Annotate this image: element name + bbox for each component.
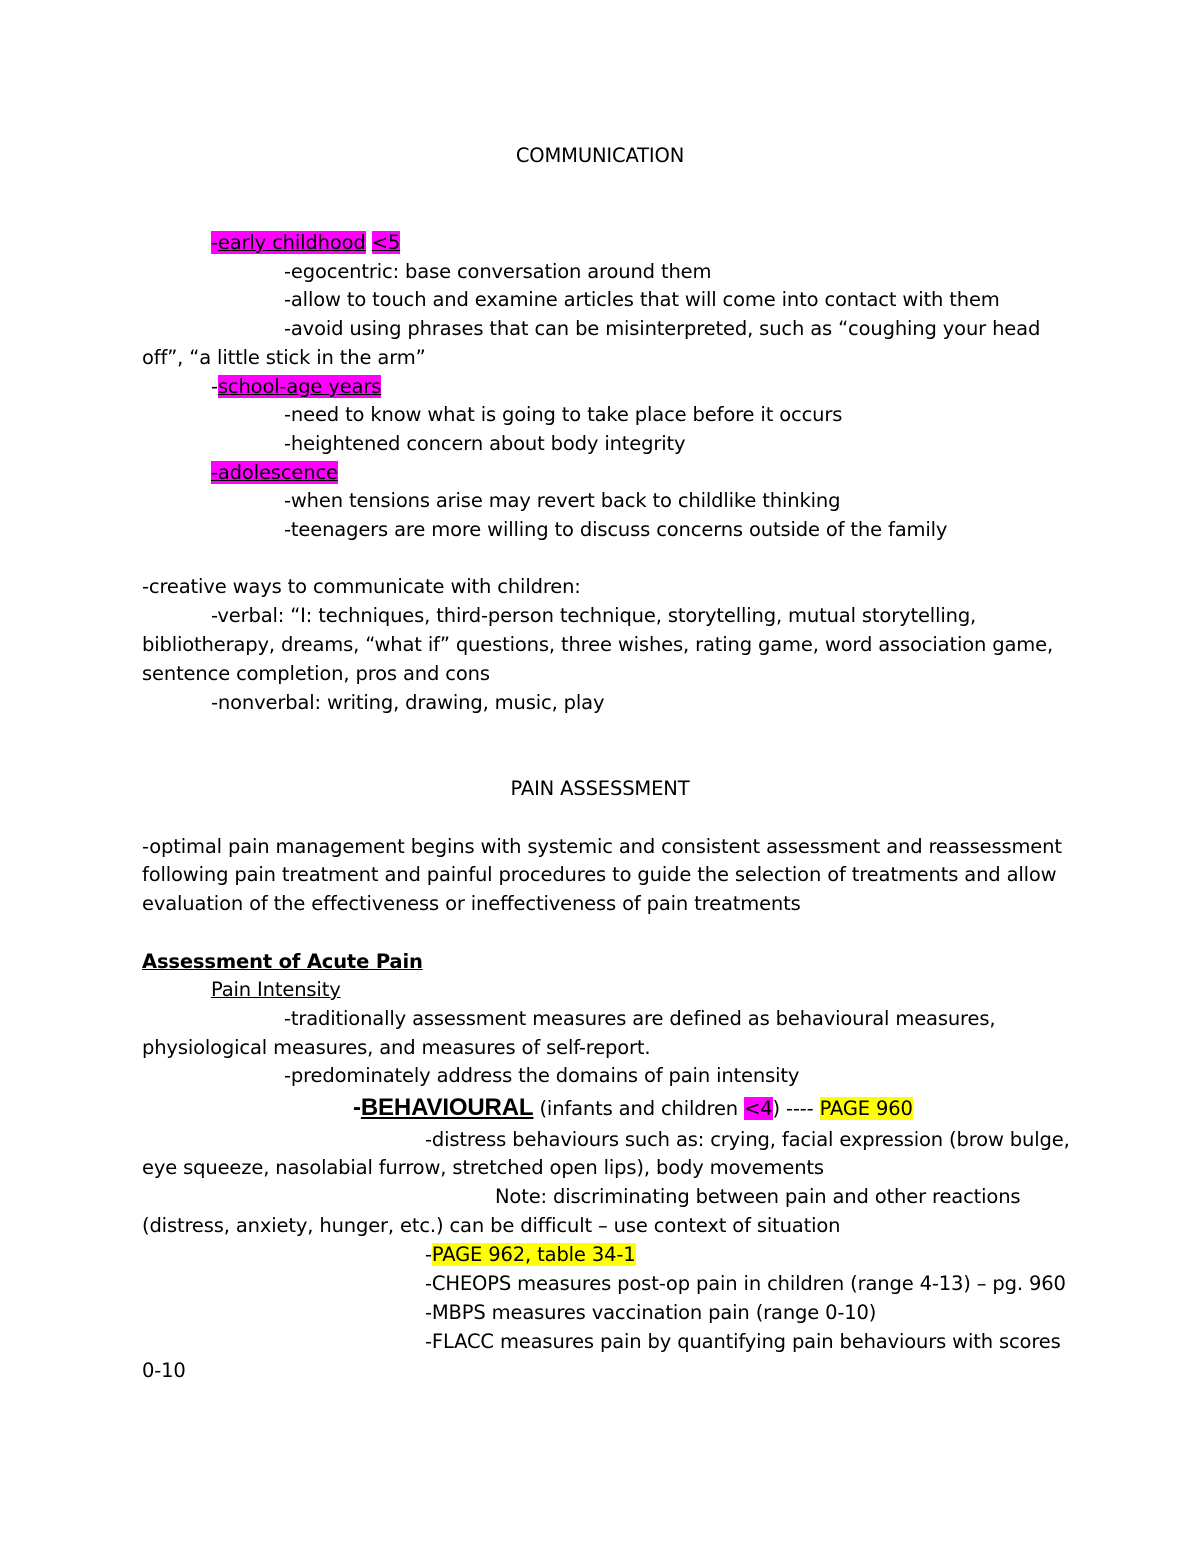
list-item: -egocentric: base conversation around them [284,260,712,283]
school-age-label: school-age years [217,375,382,398]
behavioural-word: BEHAVIOURAL [360,1094,534,1121]
adolescence-label: -adolescence [211,461,338,484]
behavioural-age: <4 [744,1097,773,1120]
behavioural-heading [353,1094,913,1123]
scale-item: -MBPS measures vaccination pain (range 0-10) [425,1301,877,1324]
list-item: -teenagers are more willing to discuss concerns outside of the family [284,518,948,541]
section-heading-pain-assessment: PAIN ASSESSMENT [510,777,690,800]
creative-intro: -creative ways to communicate with children: [142,575,581,598]
subheading-school-age [211,373,381,401]
scale-item: -CHEOPS measures post-op pain in children (range 4-13) – pg. 960 [425,1272,1066,1295]
subheading-early-childhood [211,229,400,257]
school-age-dash: - [211,375,218,398]
behavioural-page-ref: PAGE 960 [819,1097,913,1120]
intro-line: following pain treatment and painful procedures to guide the selection of treatments and allow [142,863,1057,886]
intro-line: evaluation of the effectiveness or ineffectiveness of pain treatments [142,892,801,915]
distress-line: -distress behaviours such as: crying, facial expression (brow bulge, [425,1128,1070,1151]
intensity-line: -predominately address the domains of pain intensity [284,1064,800,1087]
table-ref-dash: - [425,1243,432,1266]
intensity-line: physiological measures, and measures of self-report. [142,1036,651,1059]
list-item-continuation: off”, “a little stick in the arm” [142,346,426,369]
note-line: (distress, anxiety, hunger, etc.) can be difficult – use context of situation [142,1214,841,1237]
behavioural-paren-close: ) ---- [772,1097,820,1120]
behavioural-dash: - [353,1094,361,1121]
verbal-line: -verbal: “I: techniques, third-person technique, storytelling, mutual storytelling, [211,604,977,627]
verbal-line: bibliotherapy, dreams, “what if” questions, three wishes, rating game, word association game, [142,633,1054,656]
early-childhood-age: <5 [371,231,401,254]
table-reference [425,1241,636,1269]
list-item: -need to know what is going to take place before it occurs [284,403,843,426]
list-item: -allow to touch and examine articles that will come into contact with them [284,288,1000,311]
nonverbal-line: -nonverbal: writing, drawing, music, play [211,691,605,714]
acute-pain-heading: Assessment of Acute Pain [142,950,423,973]
intro-line: -optimal pain management begins with systemic and consistent assessment and reassessment [142,835,1062,858]
subheading-adolescence [211,459,338,487]
pain-intensity-heading: Pain Intensity [211,978,341,1001]
list-item: -when tensions arise may revert back to childlike thinking [284,489,841,512]
behavioural-paren-open: (infants and children [533,1097,745,1120]
section-heading-communication: COMMUNICATION [515,144,685,167]
list-item: -avoid using phrases that can be misinterpreted, such as “coughing your head [284,317,1041,340]
distress-line: eye squeeze, nasolabial furrow, stretched open lips), body movements [142,1156,824,1179]
early-childhood-dash: - [211,231,218,254]
intensity-line: -traditionally assessment measures are defined as behavioural measures, [284,1007,996,1030]
scale-item-continuation: 0-10 [142,1359,186,1382]
note-line: Note: discriminating between pain and other reactions [495,1185,1021,1208]
early-childhood-label: early childhood [217,231,366,254]
scale-item: -FLACC measures pain by quantifying pain behaviours with scores [425,1330,1061,1353]
verbal-line: sentence completion, pros and cons [142,662,490,685]
list-item: -heightened concern about body integrity [284,432,686,455]
table-ref-text: PAGE 962, table 34-1 [431,1243,636,1266]
